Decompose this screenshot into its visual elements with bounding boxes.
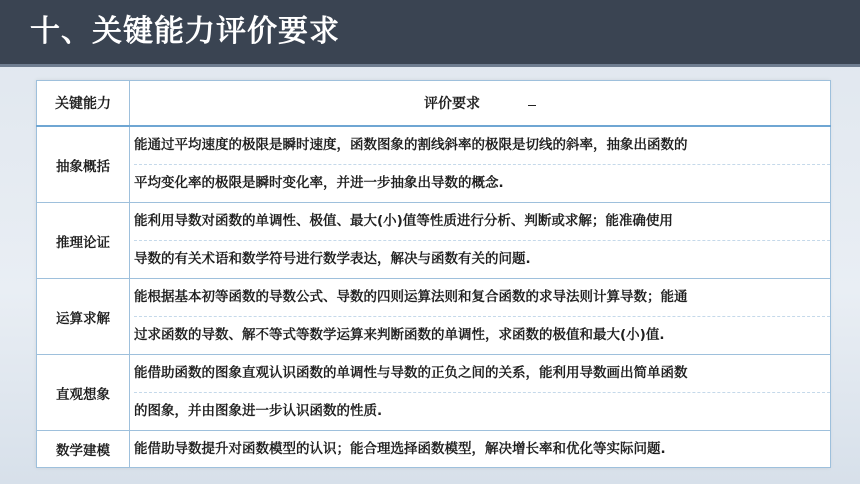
header-key-ability: 关键能力	[37, 81, 130, 127]
row-description	[130, 355, 831, 431]
description-line: 能借助函数的图象直观认识函数的单调性与导数的正负之间的关系，能利用导数画出简单函数	[134, 355, 830, 393]
description-line: 能利用导数对函数的单调性、极值、最大(小)值等性质进行分析、判断或求解；能准确使用	[134, 203, 830, 241]
row-ability-name: 推理论证	[37, 203, 130, 279]
description-line: 能借助导数提升对函数模型的认识；能合理选择函数模型，解决增长率和优化等实际问题.	[134, 441, 666, 457]
page-title: 十、关键能力评价要求	[30, 14, 340, 49]
description-line: 能通过平均速度的极限是瞬时速度，函数图象的割线斜率的极限是切线的斜率，抽象出函数的	[134, 127, 830, 165]
evaluation-table	[36, 80, 831, 468]
row-ability-name: 数学建模	[37, 431, 130, 468]
description-line: 能根据基本初等函数的导数公式、导数的四则运算法则和复合函数的求导法则计算导数；能通	[134, 279, 830, 317]
table-row	[37, 431, 831, 468]
title-bar	[0, 0, 860, 64]
header-evaluation-requirement-label: 评价要求	[424, 96, 480, 112]
header-evaluation-requirement	[130, 81, 831, 127]
description-line: 导数的有关术语和数学符号进行数学表达，解决与函数有关的问题.	[134, 251, 531, 267]
table-header-row	[37, 81, 831, 127]
table-row	[37, 279, 831, 355]
table-row	[37, 355, 831, 431]
table-row	[37, 126, 831, 203]
row-description	[130, 126, 831, 203]
row-description	[130, 279, 831, 355]
description-line: 平均变化率的极限是瞬时变化率，并进一步抽象出导数的概念.	[134, 175, 504, 191]
row-description	[130, 203, 831, 279]
row-ability-name: 抽象概括	[37, 126, 130, 203]
evaluation-table-container	[36, 80, 830, 468]
text-cursor-mark	[528, 95, 536, 106]
table-row	[37, 203, 831, 279]
description-line: 过求函数的导数、解不等式等数学运算来判断函数的单调性，求函数的极值和最大(小)值.	[134, 327, 665, 343]
row-ability-name: 直观想象	[37, 355, 130, 431]
row-ability-name: 运算求解	[37, 279, 130, 355]
row-description	[130, 431, 831, 468]
description-line: 的图象，并由图象进一步认识函数的性质.	[134, 403, 383, 419]
